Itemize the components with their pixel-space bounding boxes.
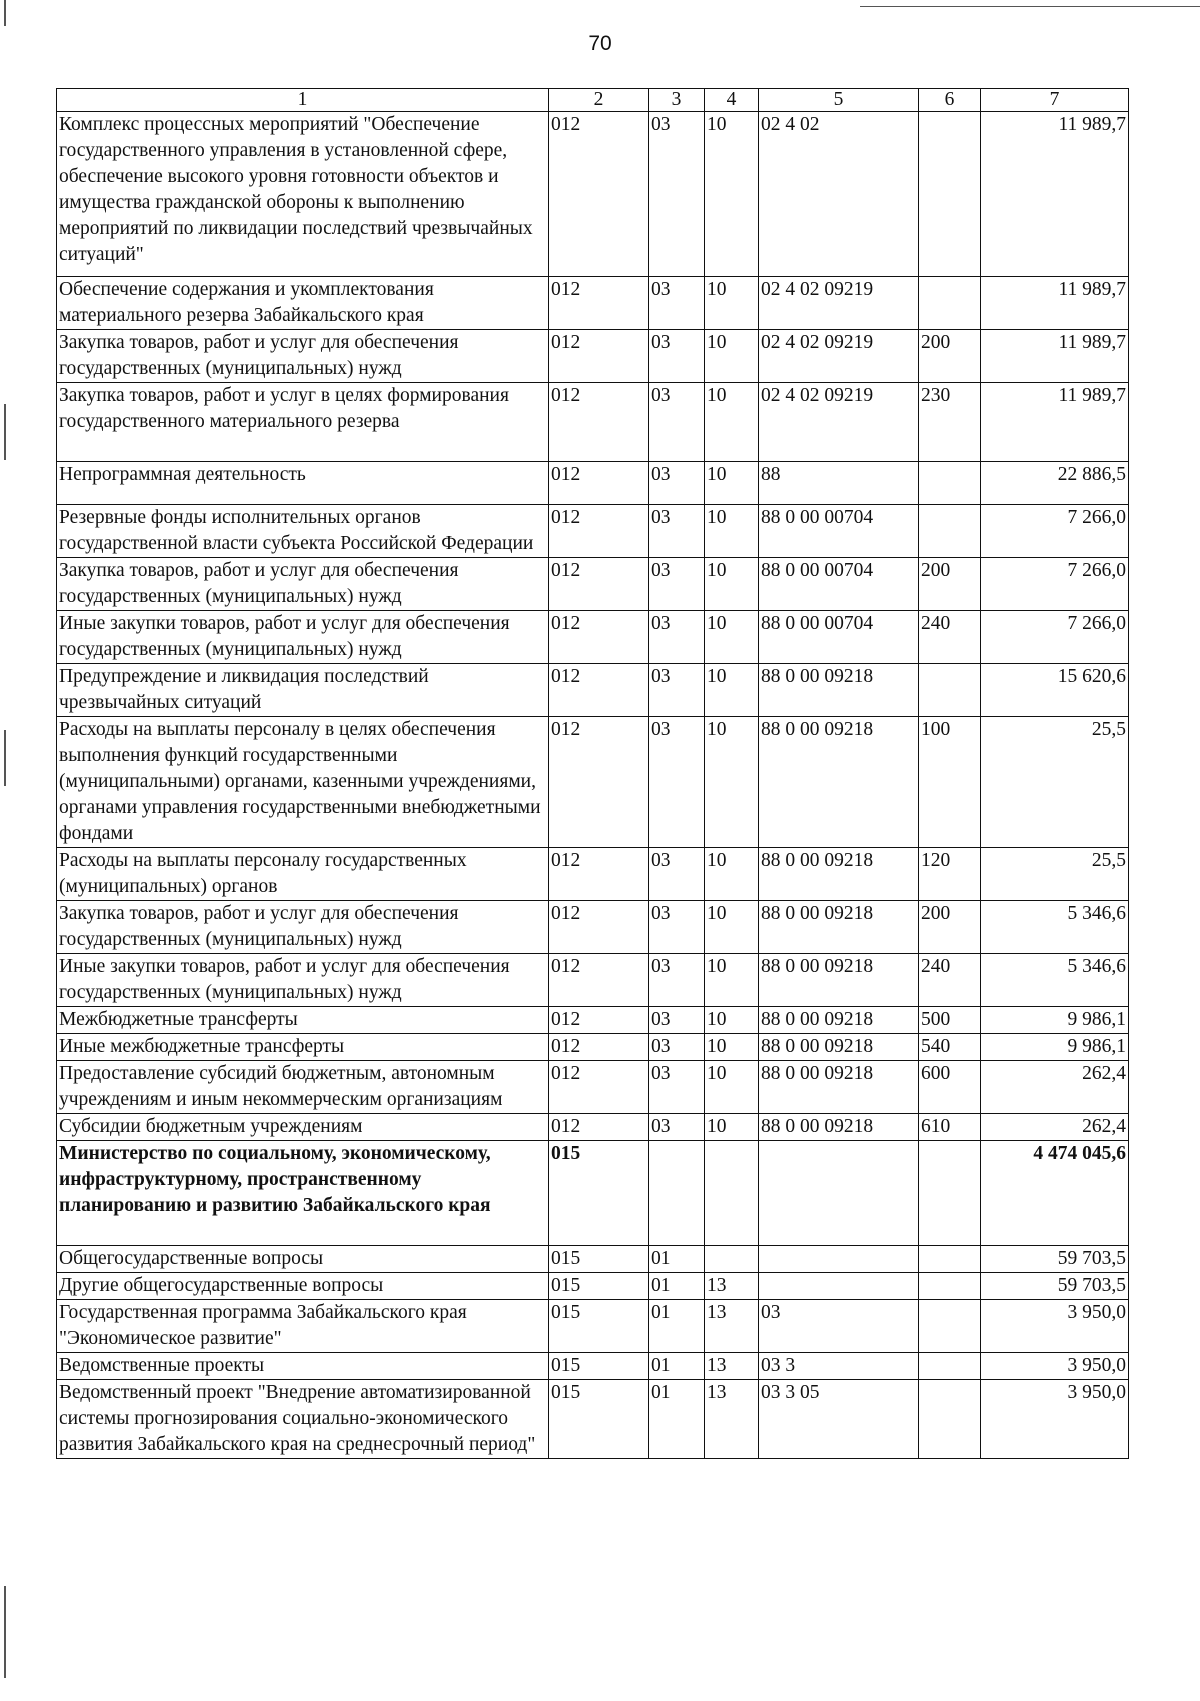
- code-subsection: 10: [705, 848, 759, 901]
- code-section: 03: [649, 717, 705, 848]
- code-target-article: 03 3 05: [759, 1380, 919, 1459]
- code-expense-type: [919, 1300, 981, 1353]
- code-section: 03: [649, 1114, 705, 1141]
- amount-value: 4 474 045,6: [981, 1141, 1129, 1246]
- code-section: 03: [649, 954, 705, 1007]
- code-section: 03: [649, 505, 705, 558]
- line-item-name: Ведомственные проекты: [57, 1353, 549, 1380]
- code-ministry: 012: [549, 462, 649, 505]
- amount-value: 7 266,0: [981, 611, 1129, 664]
- line-item-name: Иные закупки товаров, работ и услуг для обеспечения государственных (муниципальных) нужд: [57, 611, 549, 664]
- code-target-article: 88 0 00 09218: [759, 717, 919, 848]
- code-section: 03: [649, 664, 705, 717]
- code-subsection: 10: [705, 505, 759, 558]
- amount-value: 7 266,0: [981, 505, 1129, 558]
- code-target-article: 88 0 00 09218: [759, 1114, 919, 1141]
- code-section: 03: [649, 558, 705, 611]
- column-header: 5: [759, 89, 919, 112]
- code-section: 03: [649, 901, 705, 954]
- code-ministry: 015: [549, 1273, 649, 1300]
- table-row: [57, 1007, 1129, 1034]
- code-subsection: 10: [705, 1114, 759, 1141]
- code-subsection: 10: [705, 558, 759, 611]
- amount-value: 7 266,0: [981, 558, 1129, 611]
- code-target-article: [759, 1246, 919, 1273]
- table-row: [57, 1300, 1129, 1353]
- code-expense-type: [919, 277, 981, 330]
- code-target-article: [759, 1273, 919, 1300]
- amount-value: 5 346,6: [981, 901, 1129, 954]
- table-row: [57, 112, 1129, 277]
- code-subsection: 13: [705, 1353, 759, 1380]
- line-item-name: Расходы на выплаты персоналу государственных (муниципальных) органов: [57, 848, 549, 901]
- margin-mark: [4, 404, 6, 460]
- code-target-article: 88 0 00 09218: [759, 1061, 919, 1114]
- code-ministry: 015: [549, 1380, 649, 1459]
- code-expense-type: 240: [919, 611, 981, 664]
- amount-value: 262,4: [981, 1114, 1129, 1141]
- code-expense-type: [919, 1246, 981, 1273]
- line-item-name: Закупка товаров, работ и услуг для обеспечения государственных (муниципальных) нужд: [57, 330, 549, 383]
- amount-value: 22 886,5: [981, 462, 1129, 505]
- code-target-article: 88 0 00 09218: [759, 1007, 919, 1034]
- code-section: 03: [649, 462, 705, 505]
- table-row: [57, 1353, 1129, 1380]
- budget-table: [56, 88, 1129, 1459]
- line-item-name: Предоставление субсидий бюджетным, автономным учреждениям и иным некоммерческим организациям: [57, 1061, 549, 1114]
- line-item-name: Комплекс процессных мероприятий "Обеспечение государственного управления в установленной сфере, обеспечение высокого уровня готовности объектов и имущества гражданской обороны к выполнению мероприятий по ликвидации последствий чрезвычайных ситуаций": [57, 112, 549, 277]
- code-ministry: 012: [549, 330, 649, 383]
- code-section: 03: [649, 277, 705, 330]
- code-expense-type: [919, 112, 981, 277]
- amount-value: 11 989,7: [981, 383, 1129, 462]
- code-expense-type: 120: [919, 848, 981, 901]
- table-row: [57, 383, 1129, 462]
- code-ministry: 012: [549, 664, 649, 717]
- code-expense-type: 610: [919, 1114, 981, 1141]
- code-ministry: 015: [549, 1141, 649, 1246]
- code-target-article: 03: [759, 1300, 919, 1353]
- code-subsection: [705, 1141, 759, 1246]
- code-subsection: 10: [705, 112, 759, 277]
- code-ministry: 012: [549, 611, 649, 664]
- table-row: [57, 558, 1129, 611]
- code-ministry: 012: [549, 383, 649, 462]
- code-target-article: 02 4 02 09219: [759, 383, 919, 462]
- code-expense-type: [919, 664, 981, 717]
- code-section: 03: [649, 1061, 705, 1114]
- table-row: [57, 954, 1129, 1007]
- amount-value: 9 986,1: [981, 1007, 1129, 1034]
- table-row: [57, 1034, 1129, 1061]
- code-ministry: 012: [549, 1034, 649, 1061]
- top-edge-rule: [860, 6, 1200, 7]
- table-row: [57, 462, 1129, 505]
- code-expense-type: 500: [919, 1007, 981, 1034]
- code-ministry: 015: [549, 1246, 649, 1273]
- code-expense-type: [919, 505, 981, 558]
- code-ministry: 012: [549, 954, 649, 1007]
- column-header: 3: [649, 89, 705, 112]
- code-subsection: 10: [705, 1061, 759, 1114]
- code-subsection: 10: [705, 330, 759, 383]
- code-subsection: 10: [705, 383, 759, 462]
- line-item-name: Закупка товаров, работ и услуг в целях формирования государственного материального резерва: [57, 383, 549, 462]
- column-header: 4: [705, 89, 759, 112]
- code-ministry: 012: [549, 901, 649, 954]
- code-ministry: 012: [549, 717, 649, 848]
- amount-value: 15 620,6: [981, 664, 1129, 717]
- code-subsection: 13: [705, 1380, 759, 1459]
- code-target-article: 03 3: [759, 1353, 919, 1380]
- code-target-article: 88 0 00 09218: [759, 1034, 919, 1061]
- code-target-article: 88 0 00 09218: [759, 664, 919, 717]
- amount-value: 3 950,0: [981, 1300, 1129, 1353]
- table-row: [57, 330, 1129, 383]
- code-subsection: 10: [705, 277, 759, 330]
- column-header: 6: [919, 89, 981, 112]
- code-expense-type: 540: [919, 1034, 981, 1061]
- code-expense-type: 200: [919, 901, 981, 954]
- table-row: [57, 1114, 1129, 1141]
- code-expense-type: [919, 462, 981, 505]
- code-section: 03: [649, 848, 705, 901]
- code-target-article: 88 0 00 09218: [759, 848, 919, 901]
- line-item-name: Государственная программа Забайкальского края "Экономическое развитие": [57, 1300, 549, 1353]
- table-row: [57, 717, 1129, 848]
- code-expense-type: 600: [919, 1061, 981, 1114]
- code-subsection: 13: [705, 1300, 759, 1353]
- table-row: [57, 505, 1129, 558]
- line-item-name: Иные межбюджетные трансферты: [57, 1034, 549, 1061]
- code-section: 01: [649, 1246, 705, 1273]
- code-target-article: 88 0 00 00704: [759, 505, 919, 558]
- line-item-name: Общегосударственные вопросы: [57, 1246, 549, 1273]
- code-ministry: 012: [549, 1007, 649, 1034]
- code-target-article: 88 0 00 00704: [759, 611, 919, 664]
- code-section: 03: [649, 330, 705, 383]
- code-expense-type: [919, 1353, 981, 1380]
- code-section: 03: [649, 1007, 705, 1034]
- table-row: [57, 611, 1129, 664]
- code-ministry: 012: [549, 112, 649, 277]
- page-number: 70: [588, 32, 612, 55]
- line-item-name: Предупреждение и ликвидация последствий чрезвычайных ситуаций: [57, 664, 549, 717]
- line-item-name: Расходы на выплаты персоналу в целях обеспечения выполнения функций государственными (муниципальными) органами, казенными учреждениями, органами управления государственными внебюджетными фондами: [57, 717, 549, 848]
- line-item-name: Закупка товаров, работ и услуг для обеспечения государственных (муниципальных) нужд: [57, 558, 549, 611]
- code-subsection: 10: [705, 611, 759, 664]
- line-item-name: Межбюджетные трансферты: [57, 1007, 549, 1034]
- code-subsection: 10: [705, 901, 759, 954]
- code-subsection: 13: [705, 1273, 759, 1300]
- line-item-name: Непрограммная деятельность: [57, 462, 549, 505]
- column-header: 2: [549, 89, 649, 112]
- code-subsection: 10: [705, 954, 759, 1007]
- code-ministry: 015: [549, 1300, 649, 1353]
- code-expense-type: [919, 1380, 981, 1459]
- amount-value: 11 989,7: [981, 330, 1129, 383]
- code-ministry: 012: [549, 1114, 649, 1141]
- line-item-name: Иные закупки товаров, работ и услуг для обеспечения государственных (муниципальных) нужд: [57, 954, 549, 1007]
- code-section: 01: [649, 1353, 705, 1380]
- code-ministry: 012: [549, 1061, 649, 1114]
- line-item-name: Министерство по социальному, экономическому, инфраструктурному, пространственному планированию и развитию Забайкальского края: [57, 1141, 549, 1246]
- amount-value: 11 989,7: [981, 112, 1129, 277]
- line-item-name: Резервные фонды исполнительных органов государственной власти субъекта Российской Федерации: [57, 505, 549, 558]
- amount-value: 9 986,1: [981, 1034, 1129, 1061]
- code-subsection: 10: [705, 1034, 759, 1061]
- code-expense-type: 240: [919, 954, 981, 1007]
- column-header: 1: [57, 89, 549, 112]
- amount-value: 25,5: [981, 717, 1129, 848]
- line-item-name: Закупка товаров, работ и услуг для обеспечения государственных (муниципальных) нужд: [57, 901, 549, 954]
- code-ministry: 015: [549, 1353, 649, 1380]
- code-subsection: 10: [705, 1007, 759, 1034]
- code-target-article: 88 0 00 09218: [759, 954, 919, 1007]
- code-section: 03: [649, 611, 705, 664]
- amount-value: 3 950,0: [981, 1353, 1129, 1380]
- code-section: 01: [649, 1273, 705, 1300]
- code-expense-type: 200: [919, 330, 981, 383]
- amount-value: 262,4: [981, 1061, 1129, 1114]
- table-row: [57, 664, 1129, 717]
- amount-value: 11 989,7: [981, 277, 1129, 330]
- table-row: [57, 1380, 1129, 1459]
- amount-value: 25,5: [981, 848, 1129, 901]
- margin-mark: [4, 0, 6, 26]
- amount-value: 5 346,6: [981, 954, 1129, 1007]
- code-expense-type: 100: [919, 717, 981, 848]
- table-row: [57, 1246, 1129, 1273]
- amount-value: 59 703,5: [981, 1273, 1129, 1300]
- code-target-article: 88 0 00 00704: [759, 558, 919, 611]
- table-row: [57, 901, 1129, 954]
- line-item-name: Ведомственный проект "Внедрение автоматизированной системы прогнозирования социально-экономического развития Забайкальского края на среднесрочный период": [57, 1380, 549, 1459]
- column-header: 7: [981, 89, 1129, 112]
- code-subsection: 10: [705, 717, 759, 848]
- code-target-article: 02 4 02: [759, 112, 919, 277]
- header-row: [57, 89, 1129, 112]
- line-item-name: Другие общегосударственные вопросы: [57, 1273, 549, 1300]
- code-ministry: 012: [549, 277, 649, 330]
- code-ministry: 012: [549, 848, 649, 901]
- code-section: 03: [649, 112, 705, 277]
- code-section: 03: [649, 383, 705, 462]
- margin-mark: [4, 1586, 6, 1678]
- code-section: 01: [649, 1380, 705, 1459]
- margin-mark: [4, 730, 6, 786]
- table-row: [57, 277, 1129, 330]
- code-expense-type: 200: [919, 558, 981, 611]
- code-expense-type: [919, 1273, 981, 1300]
- amount-value: 3 950,0: [981, 1380, 1129, 1459]
- code-subsection: 10: [705, 462, 759, 505]
- code-target-article: 88 0 00 09218: [759, 901, 919, 954]
- line-item-name: Обеспечение содержания и укомплектования материального резерва Забайкальского края: [57, 277, 549, 330]
- code-section: 01: [649, 1300, 705, 1353]
- code-subsection: 10: [705, 664, 759, 717]
- table-row: [57, 1273, 1129, 1300]
- table-row: [57, 1061, 1129, 1114]
- code-ministry: 012: [549, 505, 649, 558]
- code-expense-type: [919, 1141, 981, 1246]
- line-item-name: Субсидии бюджетным учреждениям: [57, 1114, 549, 1141]
- code-ministry: 012: [549, 558, 649, 611]
- code-target-article: 88: [759, 462, 919, 505]
- amount-value: 59 703,5: [981, 1246, 1129, 1273]
- code-section: [649, 1141, 705, 1246]
- code-target-article: 02 4 02 09219: [759, 330, 919, 383]
- code-target-article: [759, 1141, 919, 1246]
- code-expense-type: 230: [919, 383, 981, 462]
- table-row: [57, 848, 1129, 901]
- code-subsection: [705, 1246, 759, 1273]
- table-row: [57, 1141, 1129, 1246]
- code-target-article: 02 4 02 09219: [759, 277, 919, 330]
- code-section: 03: [649, 1034, 705, 1061]
